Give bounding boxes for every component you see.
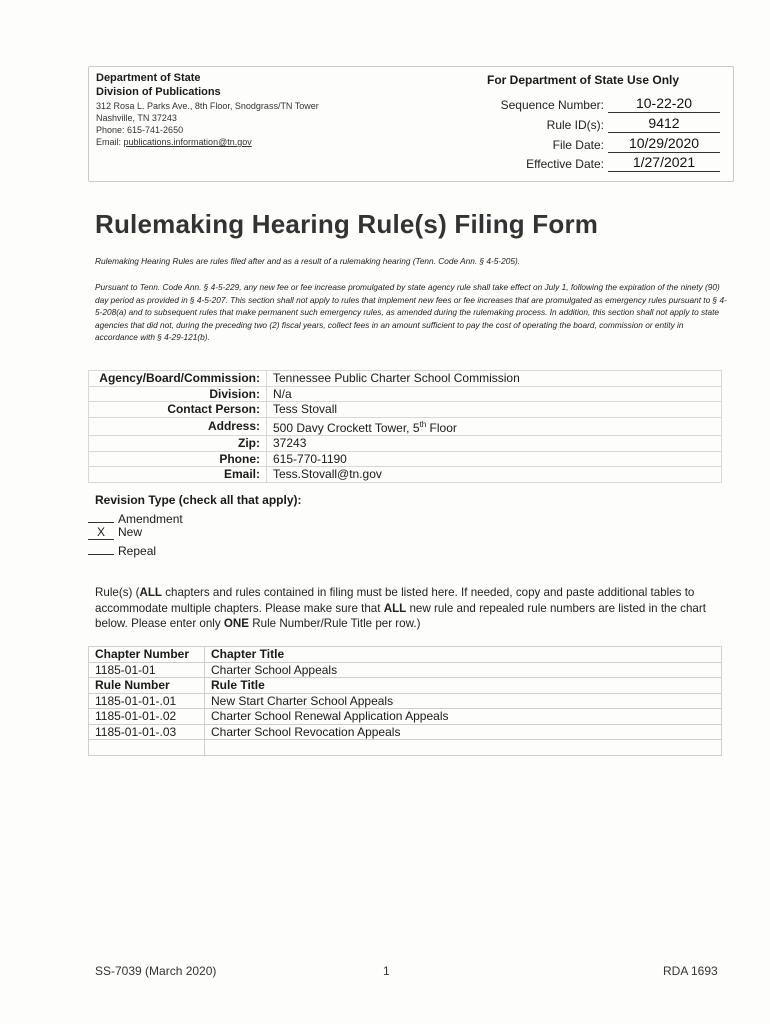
- amendment-checkbox[interactable]: [88, 509, 114, 523]
- contact-person-value[interactable]: Tess Stovall: [267, 402, 722, 418]
- rule-number[interactable]: 1185-01-01-.01: [89, 693, 205, 709]
- amendment-label: Amendment: [118, 512, 183, 526]
- rule-number[interactable]: [89, 740, 205, 756]
- table-row: [89, 740, 722, 756]
- email-label: Email:: [89, 467, 267, 483]
- sequence-number-value: 10-22-20: [608, 95, 720, 113]
- form-title: Rulemaking Hearing Rule(s) Filing Form: [95, 209, 599, 239]
- intro-bold-all-1: ALL: [139, 586, 162, 599]
- agency-info-table: [88, 370, 722, 483]
- rule-title-header: Rule Title: [205, 678, 722, 694]
- division-label: Division:: [89, 386, 267, 402]
- zip-label: Zip:: [89, 436, 267, 452]
- email-line: [96, 137, 252, 147]
- intro-text-2: chapters and rules contained in filing must be listed here. If needed, copy and paste additional tables to accommodate multiple chapters. Please make sure that: [95, 586, 695, 615]
- rules-table: [88, 646, 722, 756]
- effective-date-label: Effective Date:: [526, 157, 604, 171]
- address-value[interactable]: [267, 417, 722, 436]
- state-use-only-heading: For Department of State Use Only: [487, 73, 680, 87]
- division-name: Division of Publications: [96, 86, 221, 98]
- file-date-value: 10/29/2020: [608, 135, 720, 153]
- table-row: [89, 709, 722, 725]
- contact-row: [89, 402, 722, 418]
- division-value[interactable]: N/a: [267, 386, 722, 402]
- new-checkbox[interactable]: X: [88, 526, 114, 540]
- chapter-title[interactable]: Charter School Appeals: [205, 662, 722, 678]
- rule-id-value: 9412: [608, 115, 720, 133]
- intro-text-4: Rule Number/Rule Title per row.): [249, 617, 421, 630]
- intro-text-3: new rule and repealed rule numbers are listed in the chart below. Please enter only: [95, 601, 706, 630]
- form-id: SS-7039 (March 2020): [95, 964, 217, 978]
- email-row: [89, 467, 722, 483]
- zip-value[interactable]: 37243: [267, 436, 722, 452]
- rules-instructions: [95, 585, 725, 632]
- table-row: [89, 724, 722, 740]
- chapter-number[interactable]: 1185-01-01: [89, 662, 205, 678]
- phone-row: [89, 451, 722, 467]
- repeal-checkbox[interactable]: [88, 541, 114, 555]
- agency-row: [89, 371, 722, 387]
- address-line-1: 312 Rosa L. Parks Ave., 8th Floor, Snodgrass/TN Tower: [96, 101, 319, 111]
- intro-text-1: Rule(s) (: [95, 586, 140, 599]
- division-row: [89, 386, 722, 402]
- department-name: Department of State: [96, 72, 201, 84]
- address-label: Address:: [89, 417, 267, 436]
- file-date-label: File Date:: [552, 138, 604, 152]
- agency-value[interactable]: Tennessee Public Charter School Commission: [267, 371, 722, 387]
- revision-type-heading: Revision Type (check all that apply):: [95, 493, 302, 507]
- contact-person-label: Contact Person:: [89, 402, 267, 418]
- agency-label: Agency/Board/Commission:: [89, 371, 267, 387]
- address-main: 500 Davy Crockett Tower, 5: [273, 420, 420, 435]
- table-row: [89, 693, 722, 709]
- chapter-number-header: Chapter Number: [89, 647, 205, 663]
- rda-number: RDA 1693: [663, 964, 718, 978]
- rule-title[interactable]: New Start Charter School Appeals: [205, 693, 722, 709]
- revision-new[interactable]: [88, 525, 142, 540]
- repeal-label: Repeal: [118, 544, 157, 558]
- address-row: [89, 417, 722, 436]
- rule-title[interactable]: Charter School Revocation Appeals: [205, 724, 722, 740]
- rule-id-label: Rule ID(s):: [546, 118, 604, 132]
- rule-title[interactable]: [205, 740, 722, 756]
- chapter-header-row: [89, 647, 722, 663]
- page-number: 1: [383, 964, 390, 978]
- new-label: New: [118, 525, 143, 539]
- chapter-title-header: Chapter Title: [205, 647, 722, 663]
- phone-label: Phone:: [89, 451, 267, 467]
- contact-email-link[interactable]: Tess.Stovall@tn.gov: [273, 467, 382, 481]
- revision-repeal[interactable]: [88, 541, 156, 558]
- email-link[interactable]: publications.information@tn.gov: [123, 137, 252, 147]
- rule-number[interactable]: 1185-01-01-.02: [89, 709, 205, 725]
- phone-line: Phone: 615-741-2650: [96, 125, 184, 135]
- email-value[interactable]: [267, 467, 722, 483]
- email-label: Email:: [96, 137, 124, 147]
- chapter-row: [89, 662, 722, 678]
- address-line-2: Nashville, TN 37243: [96, 113, 177, 123]
- address-ordinal: th: [419, 419, 427, 429]
- rule-number[interactable]: 1185-01-01-.03: [89, 724, 205, 740]
- rule-number-header: Rule Number: [89, 678, 205, 694]
- phone-value[interactable]: 615-770-1190: [267, 451, 722, 467]
- intro-bold-all-2: ALL: [383, 601, 407, 615]
- zip-row: [89, 436, 722, 452]
- rule-title[interactable]: Charter School Renewal Application Appeals: [205, 709, 722, 725]
- revision-amendment[interactable]: [88, 509, 183, 526]
- definition-text: Rulemaking Hearing Rules are rules filed after and as a result of a rulemaking hearing (Tenn. Code Ann. § 4-5-205).: [95, 256, 521, 266]
- sequence-number-label: Sequence Number:: [500, 98, 604, 112]
- statute-paragraph: Pursuant to Tenn. Code Ann. § 4-5-229, any new fee or fee increase promulgated by state agency rule shall take effect on July 1, following the expiration of the ninety (90) day period as provided in § 4-5-207. This section shall not apply to rules that implement new fees or fee increases that are promulgated as emergency rules pursuant to § 4-5-208(a) and to subsequent rules that make permanent such emergency rules, as amended during the rulemaking process. In addition, this section shall not apply to state agencies that did not, during the preceding two (2) fiscal years, collect fees in an amount sufficient to pay the cost of operating the board, commission or entity in accordance with § 4-29-121(b).: [95, 282, 727, 342]
- effective-date-value: 1/27/2021: [608, 154, 720, 172]
- intro-bold-one: ONE: [223, 617, 250, 630]
- address-suffix: Floor: [426, 420, 457, 435]
- rule-header-row: [89, 678, 722, 694]
